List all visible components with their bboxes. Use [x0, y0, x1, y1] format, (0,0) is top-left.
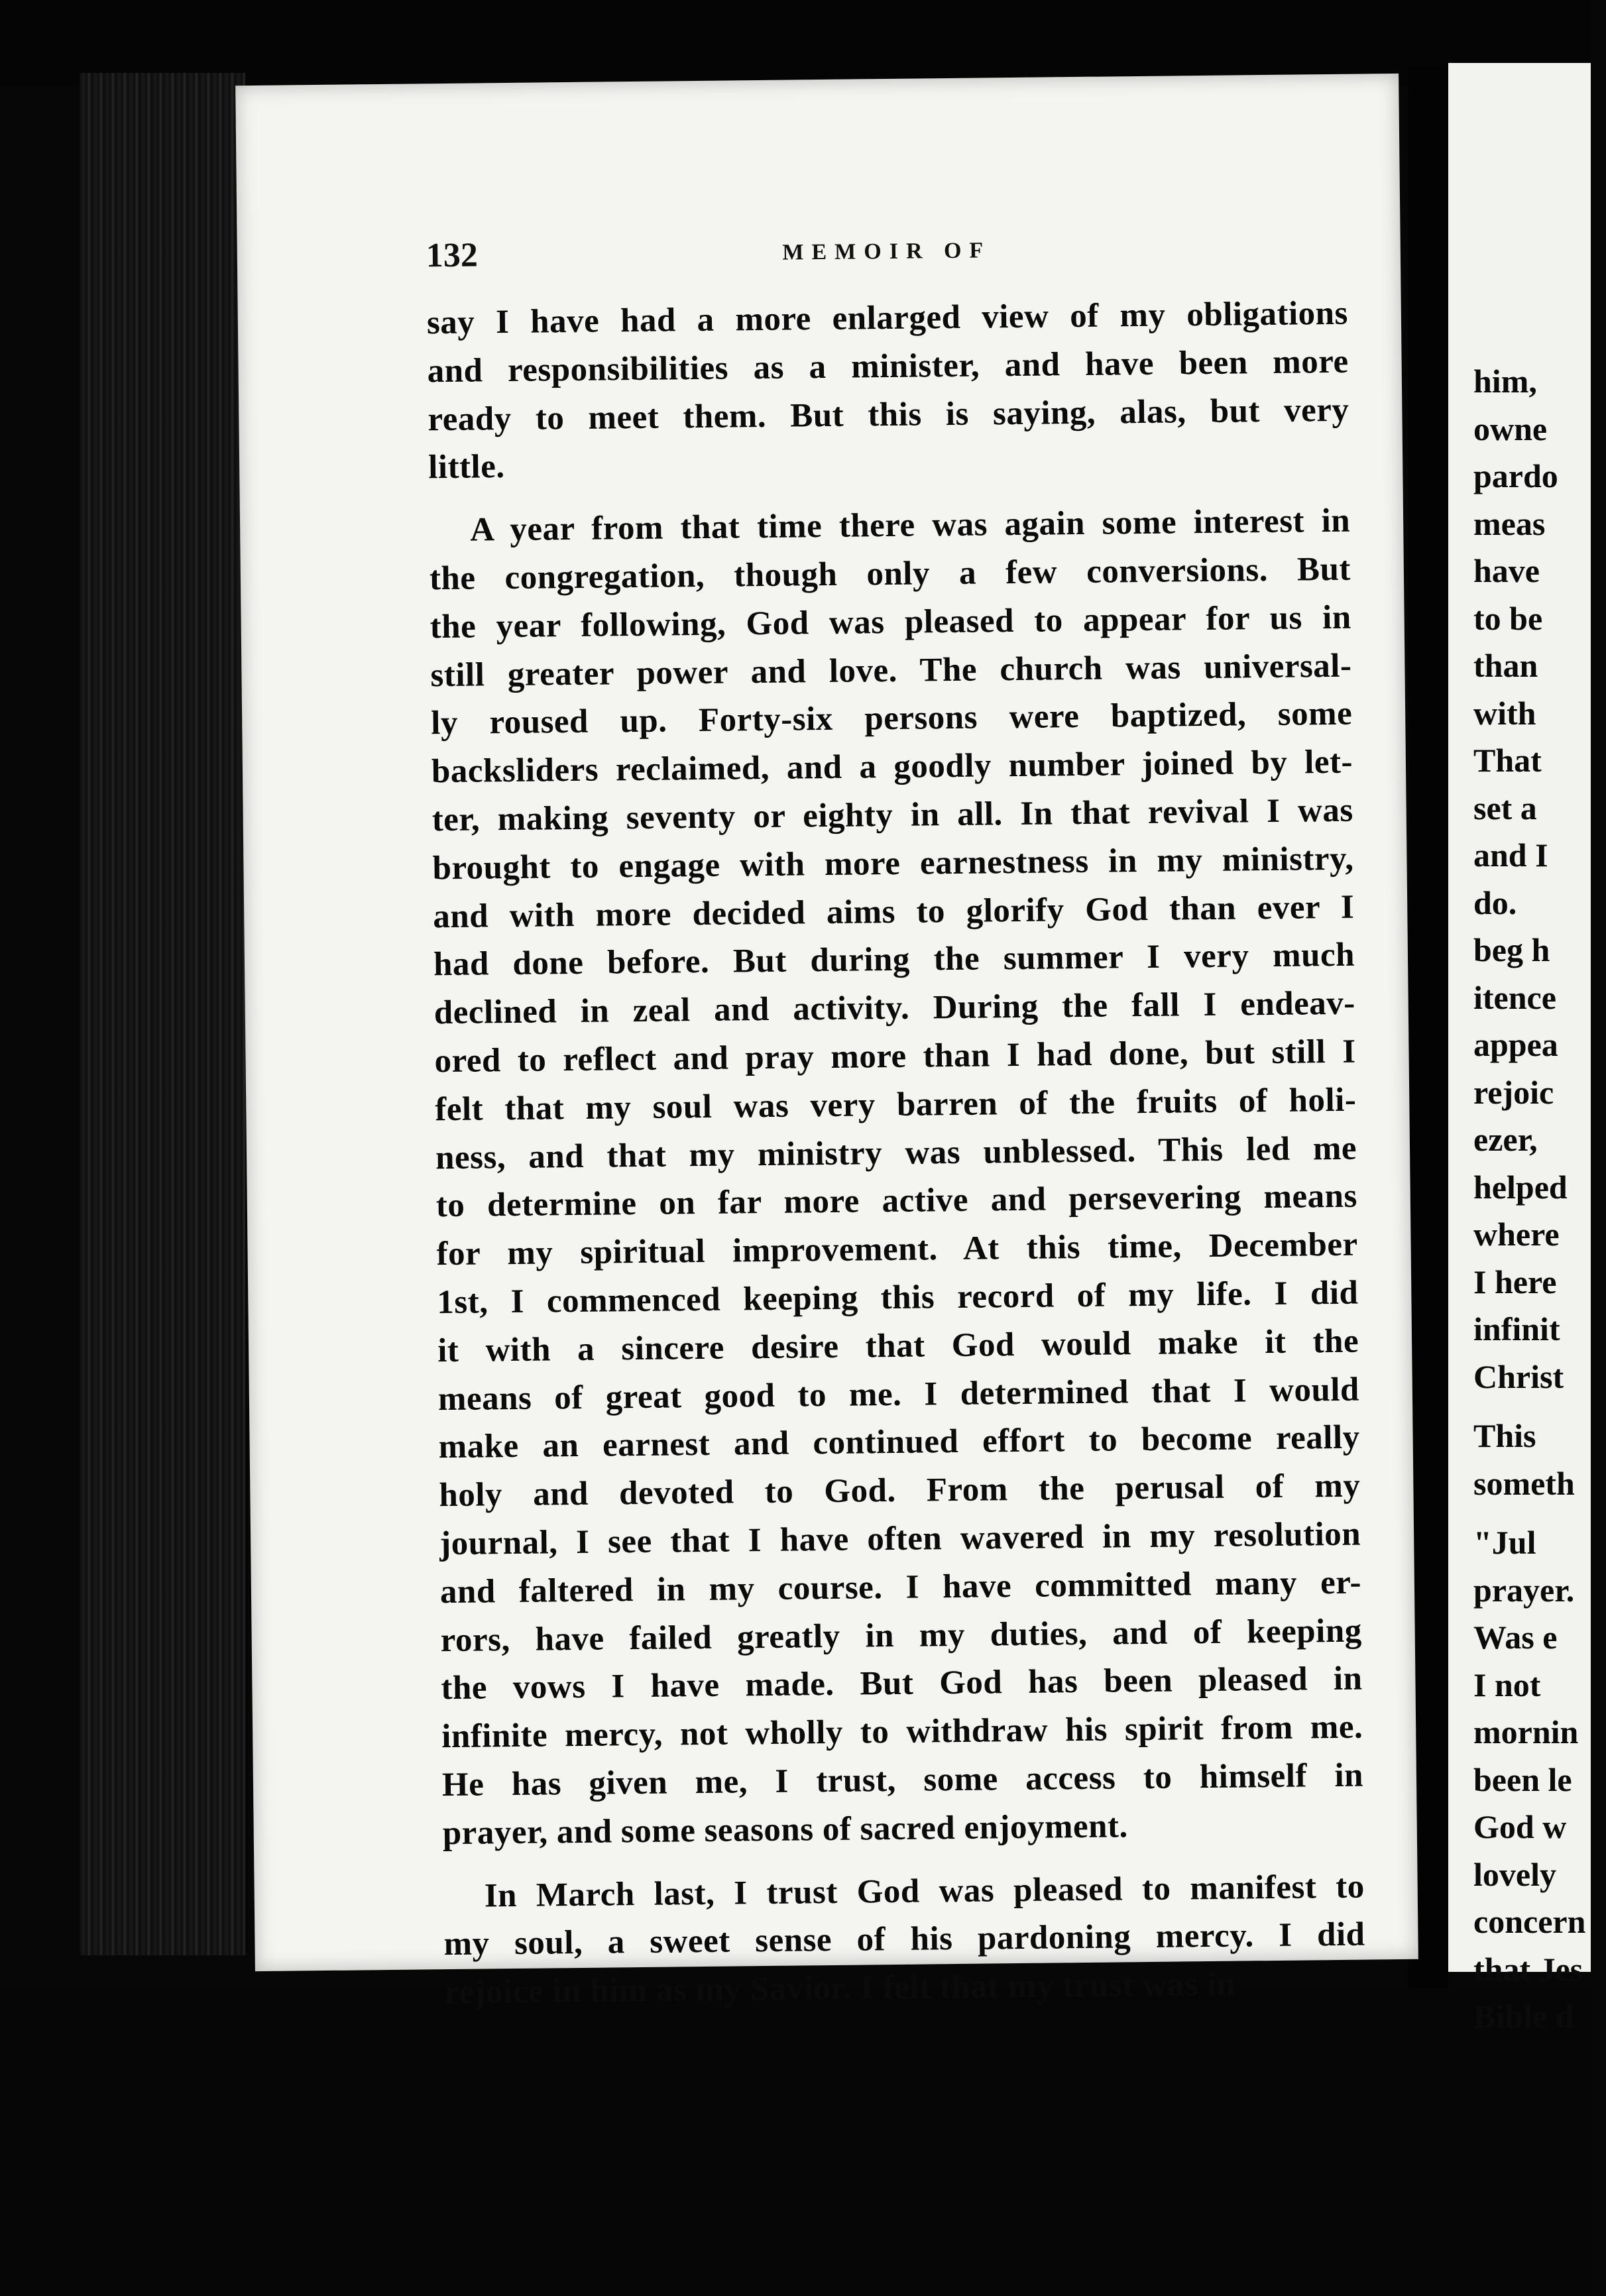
text-line: make an earnest and continued effort to become really	[438, 1418, 1360, 1466]
text-line: ored to reflect and pray more than I had done, but still I	[434, 1033, 1356, 1080]
text-line: In March last, I trust God was pleased to manifest to	[484, 1868, 1365, 1914]
text-line: to determine on far more active and persevering means	[435, 1177, 1358, 1225]
text-line: and faltered in my course. I have committed many er-	[439, 1564, 1362, 1611]
text-line: my soul, a sweet sense of his pardoning mercy. I did	[443, 1916, 1365, 1963]
body-text	[427, 290, 1366, 2017]
partial-text-line: itence	[1473, 978, 1556, 1016]
text-line: infinite mercy, not wholly to withdraw his spirit from me.	[441, 1708, 1363, 1756]
paragraph	[429, 497, 1364, 1858]
text-line: ready to meet them. But this is saying, alas, but very	[428, 391, 1349, 438]
partial-text-line: prayer.	[1473, 1571, 1575, 1609]
text-line: ter, making seventy or eighty in all. In that revival I was	[431, 791, 1353, 839]
text-line: say I have had a more enlarged view of my obligations	[426, 294, 1349, 342]
paragraph-gap	[1473, 1507, 1606, 1519]
text-line: ly roused up. Forty-six persons were baptized, some	[430, 695, 1353, 742]
partial-text-line: with	[1473, 694, 1536, 732]
text-line: and responsibilities as a minister, and have been more	[427, 343, 1349, 390]
text-line: the congregation, though only a few conversions. But	[429, 550, 1351, 598]
partial-text-line: someth	[1473, 1464, 1575, 1502]
partial-text-line: helped	[1473, 1168, 1568, 1206]
partial-text-line: to be	[1473, 599, 1543, 637]
page-edges-stack	[80, 73, 245, 1955]
text-line: still greater power and love. The church was universal-	[430, 647, 1352, 694]
partial-text-line: where	[1473, 1216, 1560, 1253]
partial-text-line: God w	[1473, 1808, 1567, 1845]
partial-text-line: I not	[1473, 1666, 1541, 1703]
text-line: rejoice in him as my Savior. I felt that my trust was in	[444, 1965, 1236, 2012]
partial-text-line: set a	[1473, 789, 1537, 827]
partial-text-line: owne	[1473, 410, 1548, 447]
running-head: MEMOIR OF	[782, 238, 992, 265]
text-line: 1st, I commenced keeping this record of my life. I did	[437, 1274, 1359, 1322]
text-line: the vows I have made. But God has been pleased in	[441, 1660, 1363, 1707]
text-line: for my spiritual improvement. At this time, December	[436, 1226, 1358, 1273]
partial-text-line: have	[1473, 552, 1540, 589]
partial-text-line: been le	[1473, 1760, 1572, 1798]
paragraph-gap	[1473, 1401, 1606, 1412]
partial-text-line: pardo	[1473, 457, 1558, 494]
text-line: journal, I see that I have often wavered in my resolution	[439, 1515, 1361, 1563]
partial-text-line: that Jes	[1473, 1950, 1583, 1988]
text-line: brought to engage with more earnestness in my ministry,	[432, 840, 1354, 887]
partial-text-line: infinit	[1473, 1310, 1560, 1348]
partial-text-line: do.	[1473, 884, 1517, 921]
partial-text-line: Was e	[1473, 1619, 1558, 1656]
partial-text-line: This	[1473, 1417, 1536, 1454]
partial-text-line: appea	[1473, 1026, 1558, 1063]
partial-text-line: concern	[1473, 1903, 1586, 1940]
text-line: prayer, and some seasons of sacred enjoyment.	[442, 1808, 1128, 1852]
text-line: it with a sincere desire that God would make it the	[437, 1322, 1359, 1369]
text-line: the year following, God was pleased to appear for us in	[430, 599, 1351, 646]
paragraph	[427, 290, 1350, 492]
left-page	[235, 74, 1418, 2012]
text-line: backsliders reclaimed, and a goodly number joined by let-	[431, 743, 1353, 791]
text-line: little.	[428, 448, 505, 487]
scan-bottom-border	[0, 1988, 1591, 2296]
partial-text-line: Christ	[1473, 1357, 1564, 1395]
partial-text-line: That	[1473, 742, 1542, 779]
page-number: 132	[426, 236, 479, 275]
partial-text-line: "Jul	[1473, 1524, 1536, 1561]
partial-text-line: beg h	[1473, 931, 1550, 968]
partial-text-line: and I	[1473, 836, 1548, 874]
text-line: declined in zeal and activity. During the fall I endeav-	[433, 984, 1356, 1032]
text-line: ness, and that my ministry was unblessed. This led me	[435, 1129, 1357, 1177]
paragraph	[443, 1863, 1365, 2017]
partial-text-line: rejoic	[1473, 1073, 1554, 1111]
partial-text-line: ezer,	[1473, 1121, 1538, 1158]
partial-text-line: meas	[1473, 504, 1546, 542]
partial-text-line: I here	[1473, 1263, 1557, 1300]
partial-text-line: lovely	[1473, 1855, 1556, 1893]
right-page-fragment	[1448, 63, 1591, 2035]
partial-text-line: Bible d	[1473, 1998, 1574, 2035]
right-page-text	[1473, 358, 1606, 2041]
text-line: had done before. But during the summer I very much	[433, 937, 1355, 984]
text-line: A year from that time there was again some interest in	[469, 502, 1351, 549]
partial-text-line: him,	[1473, 363, 1537, 400]
text-line: holy and devoted to God. From the perusal of my	[439, 1467, 1361, 1515]
partial-text-line: mornin	[1473, 1713, 1579, 1751]
text-line: rors, have failed greatly in my duties, and of keeping	[440, 1612, 1362, 1659]
partial-text-line: than	[1473, 647, 1538, 684]
text-line: felt that my soul was very barren of the fruits of holi-	[435, 1081, 1357, 1128]
text-line: and with more decided aims to glorify God than ever I	[433, 888, 1355, 935]
page-header	[426, 227, 1348, 296]
text-line: means of great good to me. I determined that I would	[437, 1371, 1360, 1418]
text-line: He has given me, I trust, some access to himself in	[441, 1756, 1364, 1804]
